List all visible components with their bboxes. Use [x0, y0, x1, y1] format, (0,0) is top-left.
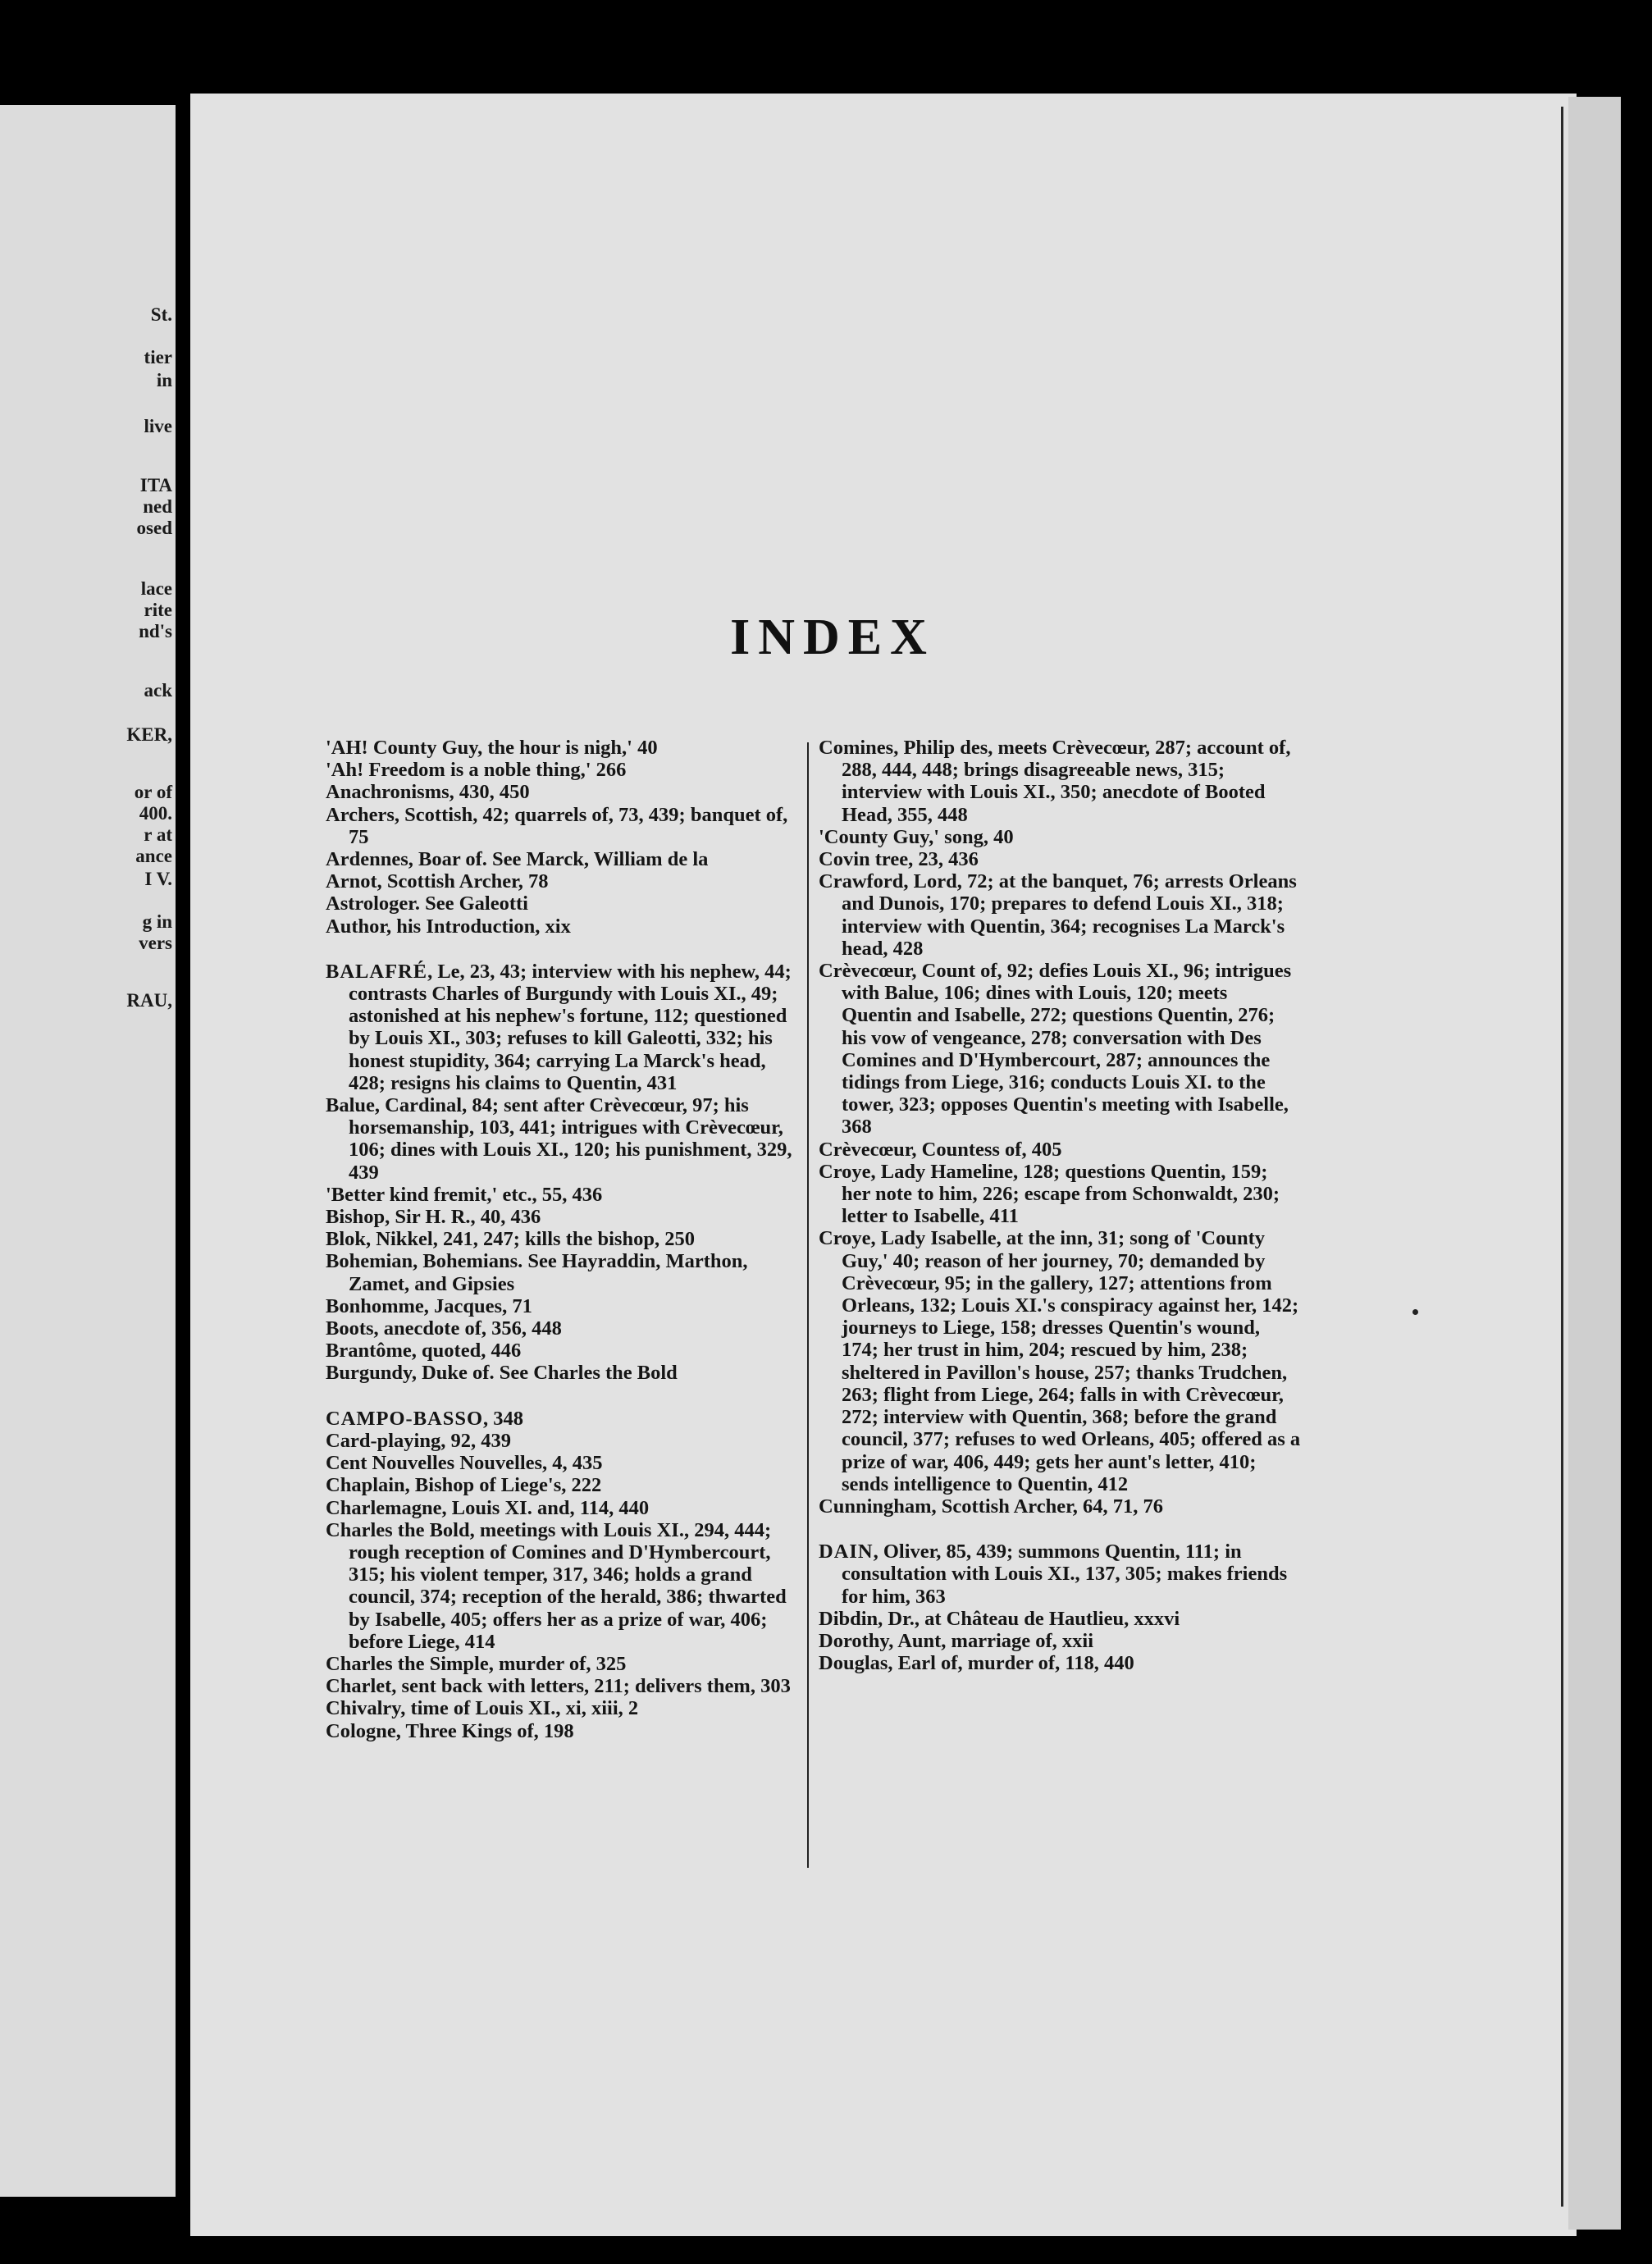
index-entry [819, 1495, 1301, 1518]
previous-page-fragment: St. [150, 304, 172, 325]
index-entry-text: , Oliver, 85, 439; summons Quentin, 111; in consultation with Louis XI., 137, 305; makes friends for him, 363 [842, 1541, 1288, 1608]
index-entry [819, 1139, 1301, 1161]
index-entry-text: Arnot, Scottish Archer, 78 [326, 870, 549, 893]
index-entry-text: Cunningham, Scottish Archer, 64, 71, 76 [819, 1495, 1163, 1518]
index-entry [326, 1430, 800, 1452]
index-entry [819, 737, 1301, 826]
entry-group-gap [326, 938, 800, 961]
index-entry-text: 'AH! County Guy, the hour is nigh,' 40 [326, 737, 658, 759]
index-entry [326, 1094, 800, 1184]
index-entry [819, 960, 1301, 1139]
index-entry-text: Croye, Lady Hameline, 128; questions Quentin, 159; her note to him, 226; escape from Schonwaldt, 230; letter to Isabelle, 411 [819, 1160, 1280, 1228]
index-entry-text: Bohemian, Bohemians. See Hayraddin, Marthon, Zamet, and Gipsies [326, 1250, 748, 1295]
index-entry [819, 826, 1301, 848]
index-entry-text: Crèvecœur, Count of, 92; defies Louis XI., 96; intrigues with Balue, 106; dines with Louis, 120; meets Quentin and Isabelle, 272; questions Quentin, 276; his vow of vengeance, 278; conversation with Des Comines and D'Hymbercourt, 287; announces the tidings from Liege, 316; conducts Louis XI. to the tower, 323; opposes Quentin's meeting with Isabelle, 368 [819, 960, 1292, 1139]
index-entry [819, 870, 1301, 960]
index-entry [326, 1317, 800, 1340]
index-entry [326, 848, 800, 870]
index-entry-text: Croye, Lady Isabelle, at the inn, 31; song of 'County Guy,' 40; reason of her journey, 70; demanded by Crèvecœur, 95; in the gallery, 127; attentions from Orleans, 132; Louis XI.'s conspiracy against her, 142; journeys to Liege, 158; dresses Quentin's wound, 174; her trust in him, 204; rescued by him, 238; sheltered in Pavillon's house, 257; thanks Trudchen, 263; flight from Liege, 264; falls in with Crèvecœur, 272; interview with Quentin, 368; before the grand council, 377; refuses to wed Orleans, 405; offered as a prize of war, 406, 449; gets her aunt's letter, 410; sends intelligence to Quentin, 412 [819, 1227, 1301, 1495]
index-entry-text: Dibdin, Dr., at Château de Hautlieu, xxxvi [819, 1607, 1180, 1630]
previous-page-fragment: ned [143, 496, 172, 517]
index-entry-text: Ardennes, Boar of. See Marck, William de la [326, 848, 709, 871]
previous-page-fragment: g in [142, 911, 172, 932]
index-entry [326, 1250, 800, 1294]
index-entry-text: Blok, Nikkel, 241, 247; kills the bishop, 250 [326, 1228, 695, 1251]
index-entry-text: Anachronisms, 430, 450 [326, 781, 530, 804]
index-entry-text: Charles the Simple, murder of, 325 [326, 1652, 627, 1675]
previous-page-fragment: or of [134, 782, 172, 802]
index-entry-text: , 348 [483, 1407, 524, 1430]
index-entry [326, 961, 800, 1094]
previous-page-fragment: RAU, [126, 990, 172, 1011]
previous-page-fragment: nd's [139, 621, 172, 641]
index-entry [326, 737, 800, 759]
index-entry [326, 1653, 800, 1675]
page-edge-right [1568, 97, 1621, 2230]
previous-page-fragment: ance [135, 846, 172, 866]
index-entry [326, 1452, 800, 1474]
index-entry-text: Comines, Philip des, meets Crèvecœur, 287; account of, 288, 444, 448; brings disagreeable news, 315; interview with Louis XI., 350; anecdote of Booted Head, 355, 448 [819, 737, 1291, 826]
previous-page-fragment: KER, [126, 724, 172, 745]
previous-page-fragment: lace [140, 578, 172, 599]
index-entry-text: Douglas, Earl of, murder of, 118, 440 [819, 1652, 1134, 1675]
index-entry [326, 1720, 800, 1742]
entry-group-gap [819, 1518, 1301, 1541]
index-entry-text: Dorothy, Aunt, marriage of, xxii [819, 1629, 1094, 1652]
index-entry [326, 759, 800, 781]
index-entry [326, 1340, 800, 1362]
index-entry [819, 1652, 1301, 1674]
index-entry [819, 848, 1301, 870]
index-entry [326, 892, 800, 915]
index-entry-text: 'Better kind fremit,' etc., 55, 436 [326, 1183, 603, 1206]
index-entry-text: Crawford, Lord, 72; at the banquet, 76; arrests Orleans and Dunois, 170; prepares to defend Louis XI., 318; interview with Quentin, 364; recognises La Marck's head, 428 [819, 870, 1297, 960]
index-entry-text: 'Ah! Freedom is a noble thing,' 266 [326, 759, 627, 782]
previous-page-fragment: tier [144, 347, 172, 367]
previous-page-fragment: osed [136, 518, 172, 538]
index-entry-text: Brantôme, quoted, 446 [326, 1340, 522, 1363]
previous-page-fragment: I V. [144, 869, 172, 889]
index-entry-text: Chaplain, Bishop of Liege's, 222 [326, 1474, 602, 1497]
index-entry-text: Cent Nouvelles Nouvelles, 4, 435 [326, 1452, 603, 1475]
entry-group-gap [326, 1385, 800, 1408]
index-entry [326, 1474, 800, 1496]
index-entry-text: Covin tree, 23, 436 [819, 848, 979, 871]
index-entry-text: Author, his Introduction, xix [326, 915, 571, 938]
index-entry [326, 915, 800, 938]
index-entry [326, 1675, 800, 1697]
previous-page-fragment: in [156, 370, 172, 390]
index-entry-text: Charlet, sent back with letters, 211; delivers them, 303 [326, 1675, 791, 1698]
index-entry-text: Charles the Bold, meetings with Louis XI., 294, 444; rough reception of Comines and D'Hymbercourt, 315; his violent temper, 317, 346; holds a grand council, 374; reception of the herald, 386; thwarted by Isabelle, 405; offers her as a prize of war, 406; before Liege, 414 [326, 1518, 787, 1653]
index-entry-text: , Le, 23, 43; interview with his nephew, 44; contrasts Charles of Burgundy with Louis XI., 49; astonished at his nephew's fortune, 112; questioned by Louis XI., 303; refuses to kill Galeotti, 332; his honest stupidity, 364; carrying La Marck's head, 428; resigns his claims to Quentin, 431 [349, 960, 792, 1094]
page-fold-line [1561, 107, 1563, 2207]
index-entry [819, 1608, 1301, 1630]
index-entry-text: Bishop, Sir H. R., 40, 436 [326, 1206, 541, 1229]
index-entry [326, 1206, 800, 1228]
index-entry [326, 1519, 800, 1653]
index-entry [819, 1227, 1301, 1495]
index-entry [326, 1184, 800, 1206]
index-entry-text: Bonhomme, Jacques, 71 [326, 1294, 532, 1317]
index-entry [819, 1541, 1301, 1608]
index-column-left [326, 737, 800, 1742]
index-entry [819, 1161, 1301, 1228]
index-entry-lead: DAIN [819, 1541, 874, 1563]
previous-page-fragment: ITA [139, 475, 172, 495]
index-entry [819, 1630, 1301, 1652]
index-entry [326, 870, 800, 892]
index-entry-text: Cologne, Three Kings of, 198 [326, 1719, 574, 1742]
previous-page-fragment: rite [144, 600, 172, 620]
index-entry-text: Chivalry, time of Louis XI., xi, xiii, 2 [326, 1697, 639, 1720]
index-entry [326, 804, 800, 848]
previous-page-fragment: ack [144, 680, 172, 701]
index-entry [326, 1362, 800, 1384]
index-entry-lead: BALAFRÉ [326, 960, 428, 983]
previous-page-fragment: vers [139, 933, 172, 953]
index-entry-text: Card-playing, 92, 439 [326, 1429, 511, 1452]
index-entry-text: Burgundy, Duke of. See Charles the Bold [326, 1362, 678, 1385]
index-column-right [819, 737, 1301, 1674]
index-entry [326, 1497, 800, 1519]
index-entry-text: Astrologer. See Galeotti [326, 892, 528, 915]
index-entry-text: Boots, anecdote of, 356, 448 [326, 1317, 562, 1340]
page-speck [1412, 1309, 1418, 1315]
index-entry [326, 781, 800, 803]
previous-page-fragment: live [144, 416, 172, 436]
index-entry-text: 'County Guy,' song, 40 [819, 825, 1014, 848]
index-entry [326, 1697, 800, 1719]
column-divider [807, 742, 809, 1868]
previous-page-fragment: r at [144, 824, 172, 845]
index-entry [326, 1295, 800, 1317]
index-entry-text: Crèvecœur, Countess of, 405 [819, 1138, 1062, 1161]
index-entry-text: Archers, Scottish, 42; quarrels of, 73, 439; banquet of, 75 [326, 803, 788, 848]
index-entry-text: Balue, Cardinal, 84; sent after Crèvecœur, 97; his horsemanship, 103, 441; intrigues with Crèvecœur, 106; dines with Louis XI., 120; his punishment, 329, 439 [326, 1094, 792, 1184]
index-entry [326, 1228, 800, 1250]
index-entry [326, 1408, 800, 1430]
index-entry-text: Charlemagne, Louis XI. and, 114, 440 [326, 1496, 650, 1519]
index-entry-lead: CAMPO-BASSO [326, 1407, 484, 1430]
previous-page-fragment: 400. [139, 803, 172, 824]
page-title: INDEX [730, 609, 935, 665]
